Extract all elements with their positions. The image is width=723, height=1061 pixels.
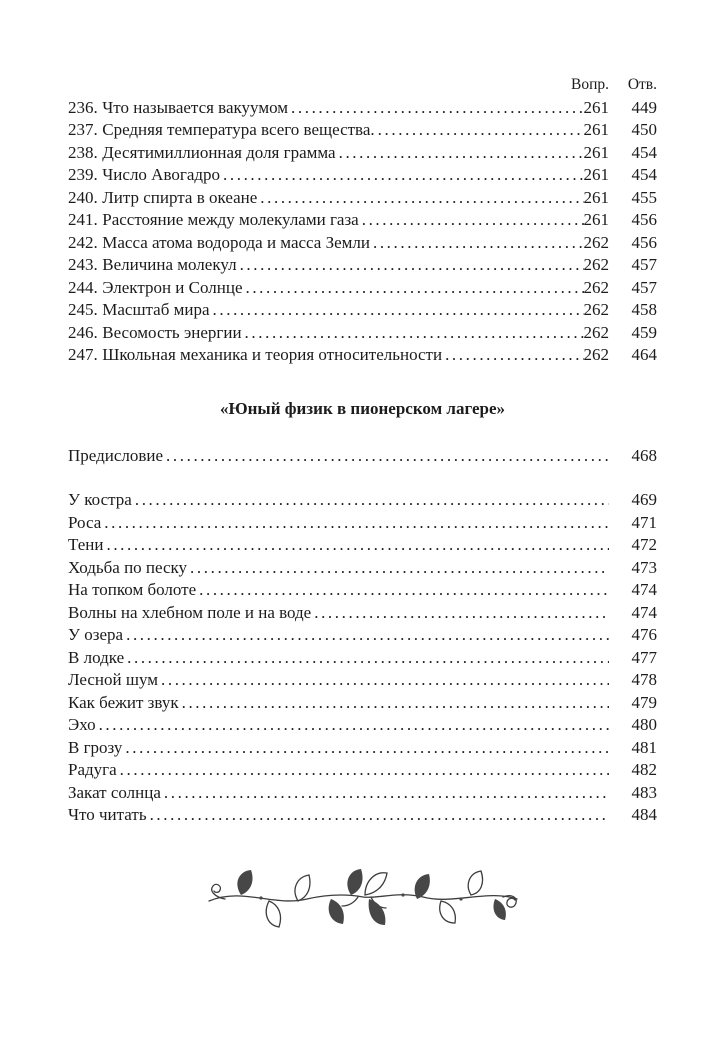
dot-leader [163, 445, 609, 468]
entry-title: В лодке [68, 647, 125, 667]
dot-leader [124, 647, 609, 670]
page-number: 474 [631, 602, 657, 622]
question-page-number: 261 [583, 210, 609, 229]
dot-leader [158, 669, 609, 692]
page-number: 482 [631, 760, 657, 779]
toc-entry-row [68, 209, 657, 232]
answer-page-number: 450 [631, 120, 657, 139]
dot-leader [359, 209, 584, 232]
entry-title: Что читать [68, 805, 147, 824]
dot-leader [132, 489, 609, 512]
page-number: 479 [631, 692, 657, 712]
entry-title: Волны на хлебном поле и на воде [68, 602, 312, 622]
chapter-entry-row [68, 737, 657, 760]
answer-page-number: 457 [631, 255, 657, 274]
entry-title: Закат солнца [68, 782, 161, 802]
dot-leader [242, 277, 583, 300]
chapter-entry-row [68, 579, 657, 602]
page-number: 476 [631, 625, 657, 644]
question-page-number: 261 [583, 97, 609, 117]
vine-ornament [68, 861, 657, 944]
page-number: 480 [631, 715, 657, 734]
chapter-entry-row [68, 647, 657, 670]
dot-leader [311, 602, 609, 625]
entry-number: 238. [68, 142, 98, 162]
column-headers [68, 74, 657, 97]
entry-title: Ходьба по песку [68, 557, 188, 577]
entry-number: 247. [68, 345, 98, 364]
toc-entry-row [68, 277, 657, 300]
page-number: 473 [631, 557, 657, 577]
dot-leader [210, 299, 584, 322]
page-number: 471 [631, 512, 657, 532]
preface-entry-row [68, 445, 657, 468]
chapter-entry-row [68, 804, 657, 827]
page-number: 477 [631, 647, 657, 667]
question-page-number: 262 [583, 277, 609, 297]
answer-page-number: 464 [631, 345, 657, 364]
entry-number: 242. [68, 232, 98, 252]
toc-entry-row [68, 322, 657, 345]
preface-list [68, 445, 657, 468]
dot-leader [237, 254, 584, 277]
answer-page-number: 449 [631, 97, 657, 117]
entry-title: Как бежит звук [68, 692, 179, 712]
page-number: 483 [631, 782, 657, 802]
entry-title: Число Авогадро [102, 165, 221, 184]
dot-leader [123, 624, 609, 647]
question-page-number: 261 [583, 165, 609, 184]
chapter-entry-row [68, 782, 657, 805]
question-page-number: 262 [583, 322, 609, 342]
chapter-entry-row [68, 714, 657, 737]
dot-leader [370, 232, 584, 255]
chapter-entry-row [68, 759, 657, 782]
dot-leader [242, 322, 584, 345]
chapter-entry-row [68, 669, 657, 692]
toc-entry-row [68, 344, 657, 367]
answer-page-number: 456 [631, 232, 657, 252]
entry-title: На топком болоте [68, 580, 197, 599]
page-number: 484 [631, 805, 657, 824]
entry-title: Лесной шум [68, 670, 158, 689]
page-number: 478 [631, 670, 657, 689]
toc-entry-row [68, 97, 657, 120]
entry-title: Расстояние между молекулами газа [102, 210, 359, 229]
page-number: 474 [631, 580, 657, 599]
entry-number: 246. [68, 322, 98, 342]
entry-number: 244. [68, 277, 98, 297]
dot-leader [196, 579, 609, 602]
entry-title: У костра [68, 490, 132, 509]
questions-column-header: Вопр. [570, 76, 609, 93]
entry-number: 245. [68, 300, 98, 319]
dot-leader [161, 782, 609, 805]
entry-title: Что называется вакуумом [102, 97, 289, 117]
entry-title: Эхо [68, 715, 96, 734]
answer-page-number: 456 [631, 210, 657, 229]
toc-entry-row [68, 164, 657, 187]
vine-ornament-graphic [203, 861, 523, 939]
answer-page-number: 454 [631, 165, 657, 184]
entry-title: Величина молекул [102, 255, 237, 274]
dot-leader [187, 557, 609, 580]
dot-leader [288, 97, 583, 120]
entry-number: 236. [68, 97, 98, 117]
entry-title: У озера [68, 625, 124, 644]
entry-number: 243. [68, 255, 98, 274]
dot-leader [257, 187, 583, 210]
question-page-number: 262 [583, 232, 609, 252]
page-number: 469 [631, 490, 657, 509]
dot-leader [442, 344, 583, 367]
toc-entry-row [68, 142, 657, 165]
chapter-entry-row [68, 512, 657, 535]
question-page-number: 262 [583, 300, 609, 319]
toc-entry-row [68, 232, 657, 255]
chapter-entry-row [68, 692, 657, 715]
entry-title: Масса атома водорода и масса Земли [102, 232, 370, 252]
section-title: «Юный физик в пионерском лагере» [220, 398, 505, 418]
dot-leader [179, 692, 609, 715]
chapter-entry-row [68, 489, 657, 512]
dot-leader [117, 759, 609, 782]
chapter-entry-row [68, 534, 657, 557]
answer-page-number: 454 [631, 142, 657, 162]
entry-number: 241. [68, 210, 98, 229]
entry-title: Средняя температура всего вещества. [102, 120, 375, 139]
entry-title: Десятимиллионная доля грамма [102, 142, 336, 162]
chapter-entry-row [68, 557, 657, 580]
entry-number: 239. [68, 165, 98, 184]
entry-title: Весомость энергии [102, 322, 242, 342]
toc-entry-row [68, 119, 657, 142]
main-toc-list [68, 97, 657, 367]
answer-page-number: 459 [631, 322, 657, 342]
entry-title: В грозу [68, 737, 123, 757]
toc-entry-row [68, 254, 657, 277]
dot-leader [375, 119, 584, 142]
dot-leader [96, 714, 609, 737]
page-number: 468 [631, 445, 657, 465]
entry-title: Роса [68, 512, 102, 532]
dot-leader [122, 737, 609, 760]
question-page-number: 261 [583, 142, 609, 162]
entry-title: Радуга [68, 760, 117, 779]
dot-leader [101, 512, 609, 535]
entry-title: Литр спирта в океане [102, 187, 258, 207]
toc-entry-row [68, 299, 657, 322]
question-page-number: 261 [583, 120, 609, 139]
chapter-toc-list [68, 489, 657, 827]
dot-leader [336, 142, 584, 165]
entry-title: Предисловие [68, 445, 164, 465]
dot-leader [103, 534, 609, 557]
entry-number: 237. [68, 120, 98, 139]
chapter-entry-row [68, 602, 657, 625]
chapter-entry-row [68, 624, 657, 647]
entry-number: 240. [68, 187, 98, 207]
question-page-number: 262 [583, 345, 609, 364]
answer-page-number: 458 [631, 300, 657, 319]
answer-page-number: 457 [631, 277, 657, 297]
toc-entry-row [68, 187, 657, 210]
answers-column-header: Отв. [627, 76, 657, 93]
entry-title: Тени [68, 535, 104, 554]
question-page-number: 261 [583, 187, 609, 207]
entry-title: Электрон и Солнце [102, 277, 243, 297]
page-number: 481 [631, 737, 657, 757]
entry-title: Масштаб мира [102, 300, 210, 319]
entry-title: Школьная механика и теория относительности [102, 345, 443, 364]
dot-leader [220, 164, 583, 187]
answer-page-number: 455 [631, 187, 657, 207]
dot-leader [147, 804, 609, 827]
question-page-number: 262 [583, 255, 609, 274]
page-number: 472 [631, 535, 657, 554]
